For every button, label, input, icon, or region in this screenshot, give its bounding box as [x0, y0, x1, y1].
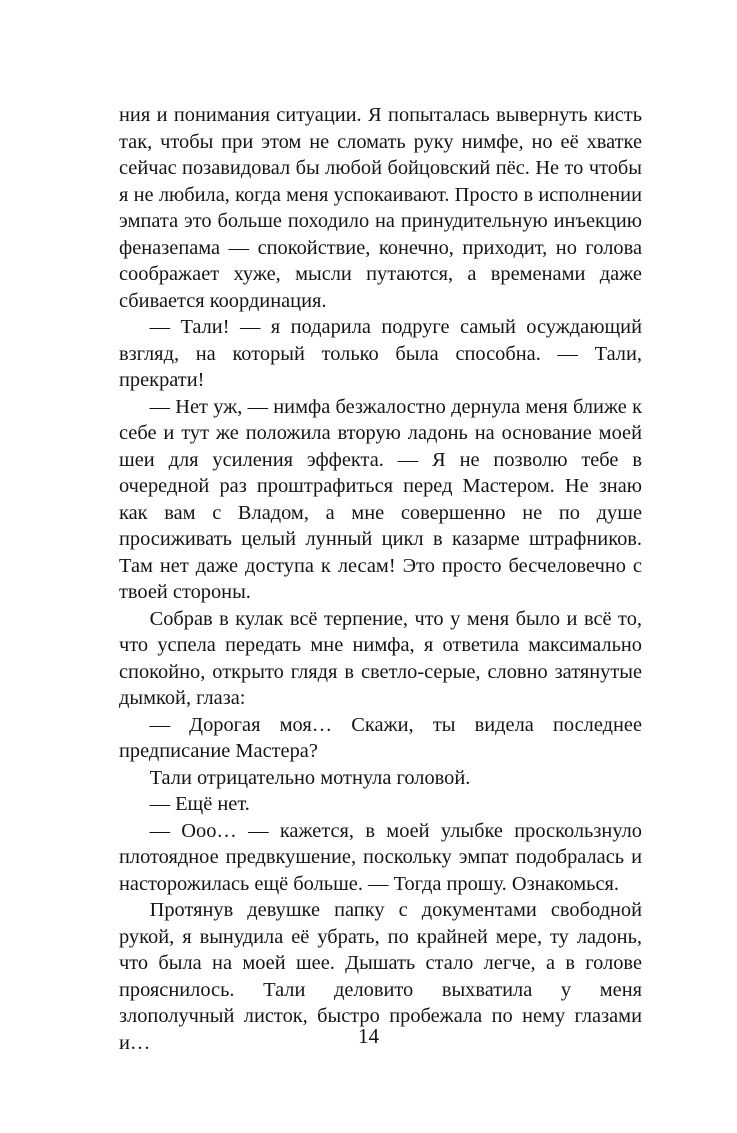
paragraph-5: — Дорогая моя… Скажи, ты видела последнее предписание Мастера? [119, 713, 642, 762]
paragraph-9: Протянув девушке папку с документами свободной рукой, я вынудила её убрать, по крайней мере, ту ладонь, что была на моей шее. Дышать стало легче, а в голове прояснилось. Тали деловито выхватила у меня злополучный листок, быстро пробежала по нему глазами и… [119, 899, 642, 1054]
paragraph-4: Собрав в кулак всё терпение, что у меня было и всё то, что успела передать мне нимфа, я ответила максимально спокойно, открыто глядя в светло-серые, словно затянутые дымкой, глаза: [119, 607, 642, 709]
paragraph-7: — Ещё нет. [149, 793, 250, 815]
paragraph-8: — Ооо… — кажется, в моей улыбке проскользнуло плотоядное предвкушение, поскольку эмпат подобралась и насторожилась ещё больше. — Тогда прошу. Ознакомься. [119, 819, 642, 895]
paragraph-6: Тали отрицательно мотнула головой. [149, 766, 471, 789]
paragraph-3: — Нет уж, — нимфа безжалостно дернула меня ближе к себе и тут же положила вторую ладонь на основание моей шеи для усиления эффекта. — Я не позволю тебе в очередной раз проштрафиться перед Мастером. Не знаю как вам с Владом, а мне совершенно не по душе просиживать целый лунный цикл в казарме штрафников. Там нет даже доступа к лесам! Это просто бесчеловечно с твоей стороны. [119, 395, 642, 603]
paragraph-2: — Тали! — я подарила подруге самый осуждающий взгляд, на который только была способна. — Тали, прекрати! [119, 316, 642, 391]
page-number: 14 [358, 1024, 379, 1048]
body-text [119, 102, 642, 1056]
paragraph-1: ния и понимания ситуации. Я попыталась вывернуть кисть так, чтобы при этом не сломать руку нимфе, но её хватке сейчас позавидовал бы любой бойцовский пёс. Не то чтобы я не любила, когда меня успокаивают. Просто в исполнении эмпата это больше походило на принудительную инъекцию феназепама — спокойствие, конечно, приходит, но голова соображает хуже, мысли путаются, а временами даже сбивается координация. [119, 104, 642, 312]
